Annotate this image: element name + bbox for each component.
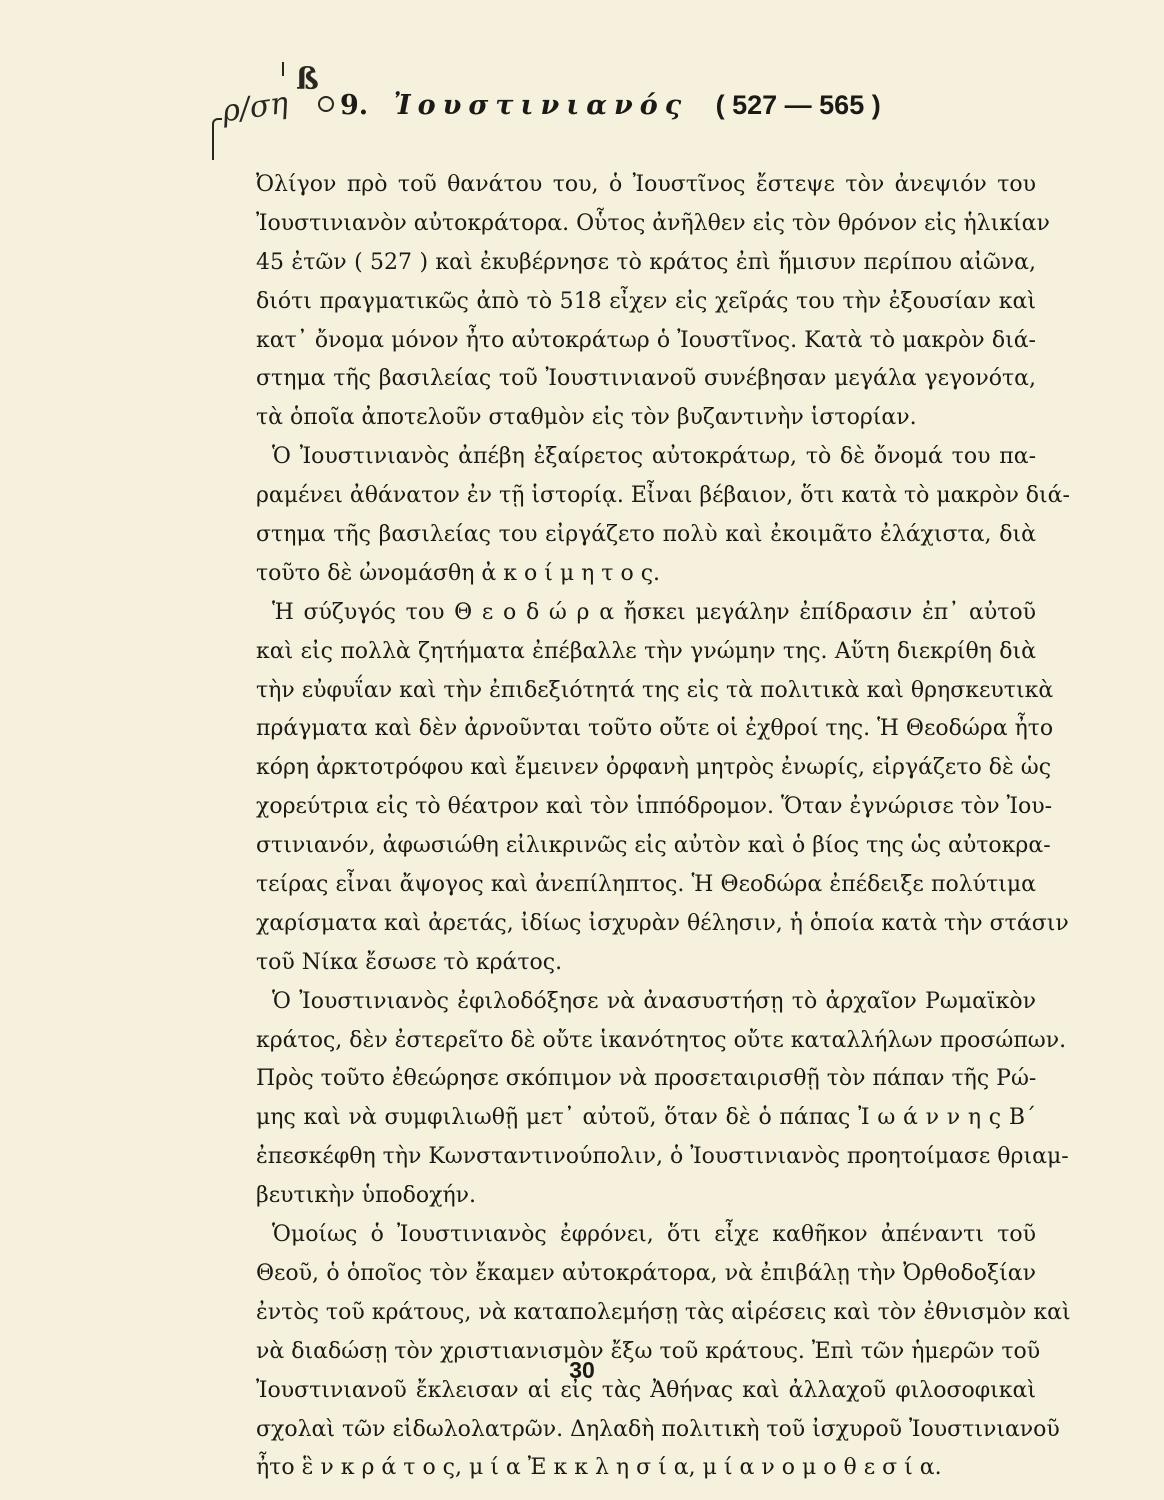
text-line: στημα τῆς βασιλείας τοῦ Ἰουστινιανοῦ συνέβησαν μεγάλα γεγονότα, — [256, 366, 1036, 392]
text-line: Ὁ Ἰουστινιανὸς ἀπέβη ἐξαίρετος αὐτοκράτωρ, τὸ δὲ ὄνομά του πα- — [272, 444, 1036, 470]
text-line: βευτικὴν ὑποδοχήν. — [256, 1183, 477, 1209]
text-line: τὰ ὁποῖα ἀποτελοῦν σταθμὸν εἰς τὸν βυζαντινὴν ἱστορίαν. — [256, 405, 917, 431]
text-line: τὴν εὐφυΐαν καὶ τὴν ἐπιδεξιότητά της εἰς τὰ πολιτικὰ καὶ θρησκευτικὰ — [256, 677, 1054, 703]
text-line: μης καὶ νὰ συμφιλιωθῇ μετ᾽ αὐτοῦ, ὅταν δὲ ὁ πάπας Ἰ ω ά ν ν η ς Β΄ — [256, 1105, 1036, 1131]
text-line: Ἰουστινιανὸν αὐτοκράτορα. Οὗτος ἀνῆλθεν εἰς τὸν θρόνον εἰς ἡλικίαν — [256, 210, 1050, 236]
text-line: τοῦτο δὲ ὠνομάσθη ἀ κ ο ί μ η τ ο ς. — [256, 560, 661, 586]
text-line: Πρὸς τοῦτο ἐθεώρησε σκόπιμον νὰ προσεταιρισθῇ τὸν πάπαν τῆς Ρώ- — [256, 1066, 1037, 1092]
text-line: διότι πραγματικῶς ἀπὸ τὸ 518 εἶχεν εἰς χεῖράς του τὴν ἐξουσίαν καὶ — [256, 288, 1036, 314]
text-line: ἦτο ἓ ν κ ρ ά τ ο ς, μ ί α Ἐ κ κ λ η σ ί α, μ ί α ν ο μ ο θ ε σ ί α. — [256, 1455, 942, 1481]
text-line: ἐντὸς τοῦ κράτους, νὰ καταπολεμήσῃ τὰς αἱρέσεις καὶ τὸν ἐθνισμὸν καὶ — [256, 1299, 1071, 1325]
handwritten-mark-left: ρ/ση — [219, 85, 291, 130]
section-title: Ἰουστινιανός — [393, 90, 689, 121]
text-line: στημα τῆς βασιλείας του εἰργάζετο πολὺ καὶ ἐκοιμᾶτο ἐλάχιστα, διὰ — [256, 522, 1036, 548]
text-line: τείρας εἶναι ἄψογος καὶ ἀνεπίληπτος. Ἡ Θεοδώρα ἐπέδειξε πολύτιμα — [256, 872, 1036, 898]
text-line: κόρη ἀρκτοτρόφου καὶ ἔμεινεν ὀρφανὴ μητρὸς ἐνωρίς, εἰργάζετο δὲ ὡς — [256, 755, 1052, 781]
section-years: ( 527 — 565 ) — [715, 90, 881, 120]
text-line: χορεύτρια εἰς τὸ θέατρον καὶ τὸν ἱππόδρομον. Ὅταν ἐγνώρισε τὸν Ἰου- — [256, 794, 1053, 820]
text-line: σχολαὶ τῶν εἰδωλολατρῶν. Δηλαδὴ πολιτικὴ τοῦ ἰσχυροῦ Ἰουστινιανοῦ — [256, 1416, 1060, 1442]
text-line: Θεοῦ, ὁ ὁποῖος τὸν ἔκαμεν αὐτοκράτορα, νὰ ἐπιβάλῃ τὴν Ὀρθοδοξίαν — [256, 1260, 1036, 1286]
text-line: Ὁμοίως ὁ Ἰουστινιανὸς ἐφρόνει, ὅτι εἶχε καθῆκον ἀπέναντι τοῦ — [272, 1222, 1036, 1248]
handwritten-mark-top: ß — [296, 62, 319, 97]
text-line: κατ᾽ ὄνομα μόνον ἦτο αὐτοκράτωρ ὁ Ἰουστῖνος. Κατὰ τὸ μακρὸν διά- — [256, 327, 1036, 353]
text-line: 45 ἐτῶν ( 527 ) καὶ ἐκυβέρνησε τὸ κράτος ἐπὶ ἥμισυν περίπου αἰῶνα, — [256, 249, 1036, 275]
text-line: ραμένει ἀθάνατον ἐν τῇ ἱστορίᾳ. Εἶναι βέβαιον, ὅτι κατὰ τὸ μακρὸν διά- — [256, 483, 1070, 509]
text-line: στινιανόν, ἀφωσιώθη εἰλικρινῶς εἰς αὐτὸν καὶ ὁ βίος της ὡς αὐτοκρα- — [256, 833, 1051, 859]
text-line: πράγματα καὶ δὲν ἀρνοῦνται τοῦτο οὔτε οἱ ἐχθροί της. Ἡ Θεοδώρα ἦτο — [256, 716, 1054, 742]
text-line: Ἡ σύζυγός του Θ ε ο δ ώ ρ α ἤσκει μεγάλην ἐπίδρασιν ἐπ᾽ αὐτοῦ — [272, 599, 1036, 625]
text-line: τοῦ Νίκα ἔσωσε τὸ κράτος. — [256, 949, 563, 975]
text-line: χαρίσματα καὶ ἀρετάς, ἰδίως ἰσχυρὰν θέλησιν, ἡ ὁποία κατὰ τὴν στάσιν — [256, 910, 1069, 936]
text-line: Ὀλίγον πρὸ τοῦ θανάτου του, ὁ Ἰουστῖνος ἔστεψε τὸν ἀνεψιόν του — [256, 172, 1036, 197]
pencil-tick-mark — [282, 62, 284, 76]
handwritten-circle-mark — [318, 96, 334, 112]
section-heading — [340, 90, 881, 121]
page-number: 30 — [569, 1357, 595, 1383]
text-line: Ἰουστινιανοῦ ἔκλεισαν αἱ εἰς τὰς Ἀθήνας καὶ ἀλλαχοῦ φιλοσοφικαὶ — [256, 1377, 1036, 1403]
handwritten-hook-stroke — [212, 118, 222, 160]
text-line: νὰ διαδώσῃ τὸν χριστιανισμὸν ἔξω τοῦ κράτους. Ἐπὶ τῶν ἡμερῶν τοῦ — [256, 1338, 1041, 1364]
text-line: καὶ εἰς πολλὰ ζητήματα ἐπέβαλλε τὴν γνώμην της. Αὕτη διεκρίθη διὰ — [256, 638, 1036, 664]
body-text — [256, 166, 1071, 1488]
text-line: ἐπεσκέφθη τὴν Κωνσταντινούπολιν, ὁ Ἰουστινιανὸς προητοίμασε θριαμ- — [256, 1144, 1069, 1170]
section-number: 9. — [340, 90, 369, 121]
text-line: κράτος, δὲν ἐστερεῖτο δὲ οὔτε ἱκανότητος οὔτε καταλλήλων προσώπων. — [256, 1027, 1067, 1053]
text-line: Ὁ Ἰουστινιανὸς ἐφιλοδόξησε νὰ ἀνασυστήσῃ τὸ ἀρχαῖον Ρωμαϊκὸν — [272, 988, 1036, 1014]
